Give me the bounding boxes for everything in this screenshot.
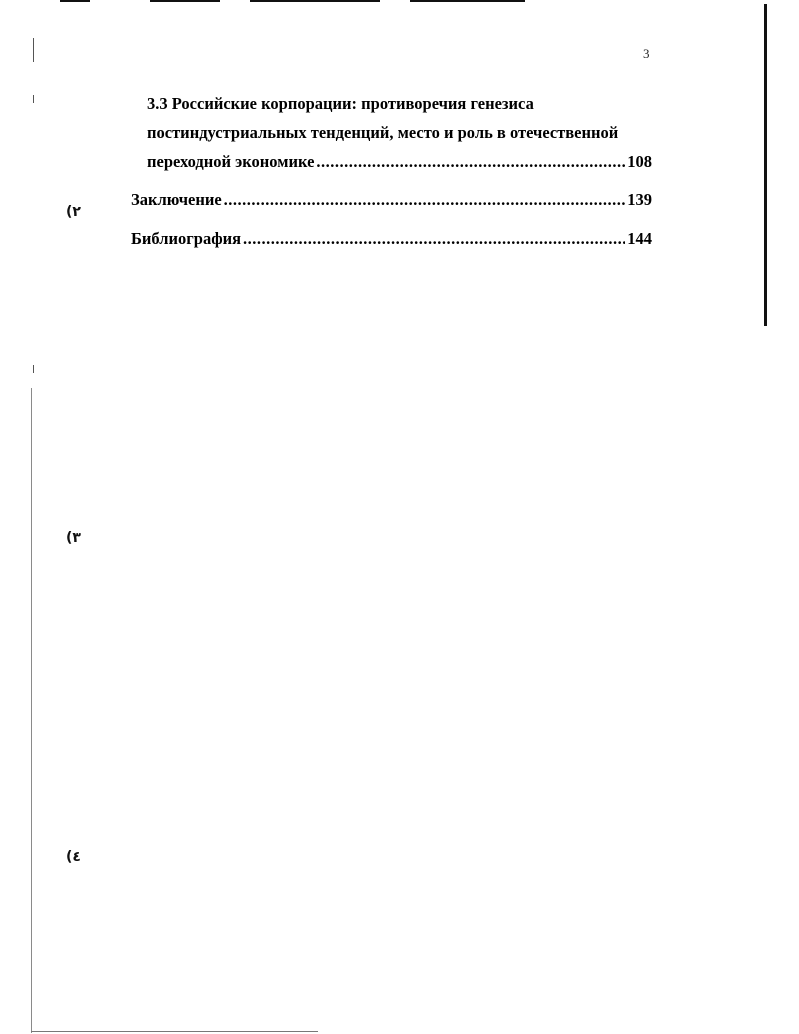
scan-edge-top: [250, 0, 380, 2]
scan-tick: [33, 365, 34, 373]
scan-tick: [33, 38, 34, 62]
scan-edge-top: [60, 0, 90, 2]
dot-leader: [316, 152, 625, 172]
page-number: 3: [643, 46, 650, 61]
toc-page-number: 139: [627, 190, 652, 209]
toc-page-number: 108: [627, 152, 652, 171]
margin-mark: (٣: [66, 530, 81, 546]
scan-edge-bottom: [31, 1031, 318, 1032]
dot-leader: [243, 229, 625, 249]
toc-entry-3-3-line1: 3.3 Российские корпорации: противоречия генезиса: [147, 94, 534, 113]
dot-leader: [224, 190, 626, 210]
scan-edge-left: [31, 388, 32, 1033]
margin-mark: (٤: [66, 849, 81, 865]
margin-mark: (٢: [66, 204, 81, 220]
toc-entry-bibliography: Библиография ..... 144: [131, 229, 652, 249]
toc-page-number: 144: [627, 229, 652, 248]
toc-entry-3-3-line2: постиндустриальных тенденций, место и роль в отечественной: [147, 123, 619, 142]
toc-entry-3-3-line3: переходной экономике ..... 108: [147, 152, 652, 172]
scan-tick: [33, 95, 34, 103]
scan-edge-right: [764, 4, 767, 326]
scan-edge-top: [150, 0, 220, 2]
scan-edge-top: [410, 0, 525, 2]
toc-entry-conclusion: Заключение ..... 139: [131, 190, 652, 210]
